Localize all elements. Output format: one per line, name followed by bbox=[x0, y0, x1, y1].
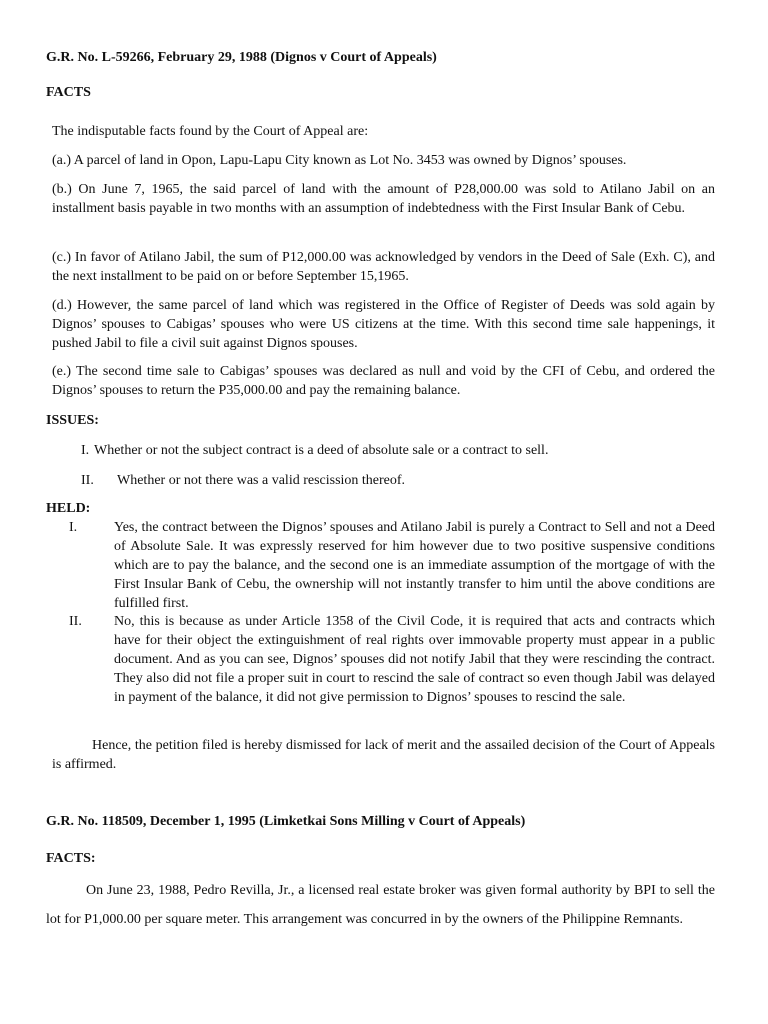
issues-heading: ISSUES: bbox=[46, 413, 99, 428]
issue-number: I. bbox=[81, 443, 90, 458]
fact-item-b: (b.) On June 7, 1965, the said parcel of land with the amount of P28,000.00 was sold to Atilano Jabil on an installment basis payable in two months with an assumption of indebtedness with the First Insular Bank of Cebu. bbox=[52, 182, 715, 216]
case-title: G.R. No. L-59266, February 29, 1988 (Dignos v Court of Appeals) bbox=[46, 50, 437, 65]
facts-heading: FACTS: bbox=[46, 851, 96, 866]
held-number: I. bbox=[69, 520, 78, 535]
facts-heading: FACTS bbox=[46, 85, 91, 100]
facts-intro: The indisputable facts found by the Court of Appeal are: bbox=[52, 124, 369, 139]
fact-item-a: (a.) A parcel of land in Opon, Lapu-Lapu City known as Lot No. 3453 was owned by Dignos’ spouses. bbox=[52, 153, 627, 168]
held-text: No, this is because as under Article 1358 of the Civil Code, it is required that acts and contracts which have for their object the extinguishment of real rights over immovable property must appear in a public document. And as you can see, Dignos’ spouses did not notify Jabil that they were rescinding the contract. They also did not file a proper suit in court to rescind the sale of contract so even though Jabil was delayed in payment of the balance, it did not give permission to Dignos’ spouses to rescind the sale. bbox=[114, 614, 715, 705]
issue-number: II. bbox=[81, 473, 94, 488]
case-title: G.R. No. 118509, December 1, 1995 (Limketkai Sons Milling v Court of Appeals) bbox=[46, 814, 526, 829]
issue-text: Whether or not the subject contract is a deed of absolute sale or a contract to sell. bbox=[94, 443, 549, 458]
fact-item-c: (c.) In favor of Atilano Jabil, the sum of P12,000.00 was acknowledged by vendors in the Deed of Sale (Exh. C), and the next installment to be paid on or before September 15,1965. bbox=[52, 250, 715, 284]
conclusion-paragraph: Hence, the petition filed is hereby dismissed for lack of merit and the assailed decision of the Court of Appeals is affirmed. bbox=[52, 738, 715, 772]
held-text: Yes, the contract between the Dignos’ spouses and Atilano Jabil is purely a Contract to Sell and not a Deed of Absolute Sale. It was expressly reserved for him however due to two positive suspensive conditions which are to pay the balance, and the second one is an immediate assumption of the mortgage of with the First Insular Bank of Cebu, the ownership will not instantly transfer to him until the above conditions are fulfilled first. bbox=[114, 520, 715, 611]
fact-item-e: (e.) The second time sale to Cabigas’ spouses was declared as null and void by the CFI of Cebu, and ordered the Dignos’ spouses to return the P35,000.00 and pay the remaining balance. bbox=[52, 364, 715, 398]
fact-item-d: (d.) However, the same parcel of land which was registered in the Office of Register of Deeds was sold again by Dignos’ spouses to Cabigas’ spouses who were US citizens at the time. With this second time sale happenings, it pushed Jabil to file a civil suit against Dignos spouses. bbox=[52, 298, 715, 351]
held-number: II. bbox=[69, 614, 82, 629]
issue-text: Whether or not there was a valid rescission thereof. bbox=[117, 473, 406, 488]
held-heading: HELD: bbox=[46, 501, 91, 516]
facts-paragraph: On June 23, 1988, Pedro Revilla, Jr., a licensed real estate broker was given formal authority by BPI to sell the lot for P1,000.00 per square meter. This arrangement was concurred in by the owners of the Philippine Remnants. bbox=[46, 883, 715, 927]
